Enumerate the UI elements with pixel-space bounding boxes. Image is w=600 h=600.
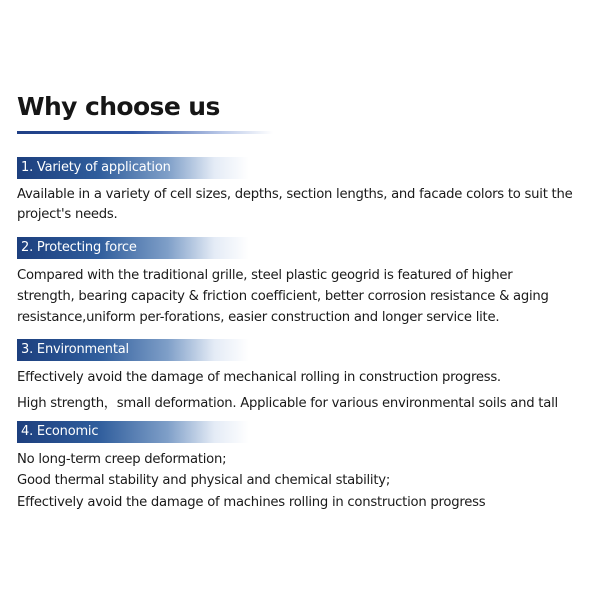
title-underline — [17, 131, 273, 134]
section-header-label: 1. Variety of application — [21, 160, 171, 175]
section-header-environmental — [17, 339, 249, 361]
section-text-line: No long-term creep deformation; — [17, 452, 227, 467]
section-text-line: project's needs. — [17, 207, 118, 222]
section-text-line: High strength，small deformation. Applicable for various environmental soils and tall — [17, 396, 558, 411]
section-text-line: Good thermal stability and physical and chemical stability; — [17, 473, 391, 488]
section-header-label: 3. Environmental — [21, 342, 129, 357]
section-text-line: strength, bearing capacity & friction coefficient, better corrosion resistance & aging — [17, 289, 549, 304]
section-text-line: Available in a variety of cell sizes, depths, section lengths, and facade colors to suit the — [17, 187, 573, 202]
section-header-protecting-force — [17, 237, 249, 259]
section-text-line: Effectively avoid the damage of machines rolling in construction progress — [17, 495, 486, 510]
section-header-variety — [17, 157, 249, 179]
section-header-label: 4. Economic — [21, 424, 99, 439]
section-text-line: resistance,uniform per-forations, easier construction and longer service lite. — [17, 310, 500, 325]
page-title: Why choose us — [17, 92, 220, 121]
section-header-economic — [17, 421, 249, 443]
section-text-line: Compared with the traditional grille, steel plastic geogrid is featured of higher — [17, 268, 513, 283]
section-header-label: 2. Protecting force — [21, 240, 137, 255]
section-text-line: Effectively avoid the damage of mechanical rolling in construction progress. — [17, 370, 501, 385]
